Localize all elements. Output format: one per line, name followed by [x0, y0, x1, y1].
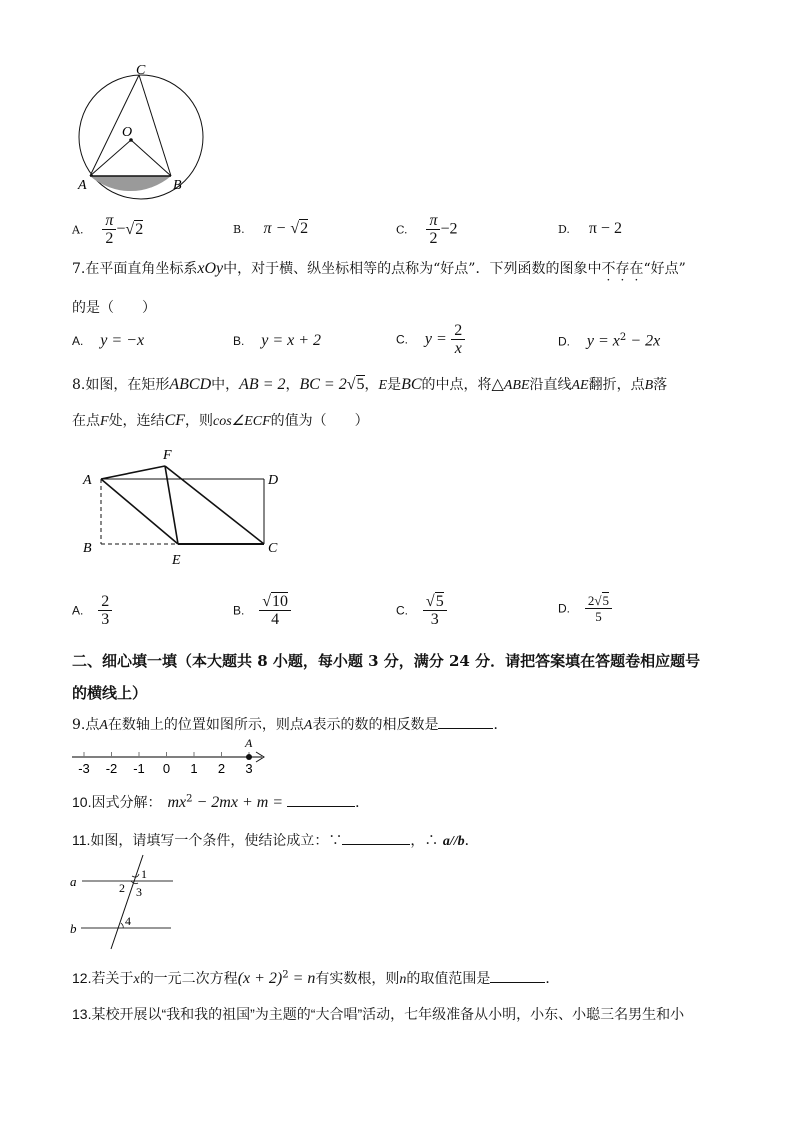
label-a: A [78, 178, 87, 193]
expression: π − [263, 220, 291, 237]
denominator: 3 [101, 611, 110, 628]
superscript: 2 [282, 969, 289, 981]
radicand: 5 [435, 593, 444, 610]
math-var: xOy [197, 260, 224, 277]
math-var: ABE [503, 378, 530, 393]
text: 在数轴上的位置如图所示，则点 [107, 717, 304, 733]
operator: − [116, 220, 126, 238]
expression: y = x [586, 332, 620, 350]
option-label: A. [72, 603, 84, 618]
math-var: B [644, 378, 654, 393]
circle-figure [60, 58, 210, 203]
sqrt: √2 [290, 220, 309, 237]
option-label: C. [396, 603, 408, 618]
answer-blank[interactable] [342, 830, 410, 845]
segment-af [101, 466, 165, 479]
denominator: 4 [271, 611, 280, 628]
text: 的值为（ ） [270, 413, 369, 429]
option-label: D. [558, 601, 570, 616]
sqrt: √5 [594, 593, 610, 608]
math-expr: mx [167, 794, 187, 811]
text: 8.如图，在矩形 [72, 377, 170, 393]
transversal [111, 855, 143, 949]
text: 中， [211, 377, 240, 393]
text: 9.点 [72, 717, 100, 733]
text: ． [464, 833, 479, 849]
number-line [70, 735, 270, 777]
tick-label: -1 [133, 761, 145, 776]
expression: − 2x [626, 332, 661, 350]
text: 翻折，点 [588, 377, 645, 393]
segment-fe [165, 466, 178, 544]
text: ． [355, 795, 370, 811]
superscript: 2 [619, 332, 627, 343]
conclusion: a//b [442, 834, 465, 849]
text: 的是（ ） [72, 300, 156, 316]
point-a-label: A [245, 736, 253, 750]
math-expr: = n [288, 970, 316, 987]
tick-group [78, 752, 252, 776]
rectangle-figure [75, 444, 290, 570]
numerator: π [426, 212, 440, 230]
numerator: π [102, 212, 116, 230]
shaded-segment [90, 176, 171, 191]
fraction [98, 593, 112, 628]
math-var: A [303, 718, 313, 733]
math-expr: AB = 2 [239, 376, 286, 393]
text: ， [285, 377, 300, 393]
text: “好点” [643, 261, 686, 277]
text: ． [545, 971, 560, 987]
text: 是 [387, 377, 402, 393]
text: ，则 [185, 413, 214, 429]
label-d: D [268, 473, 279, 488]
tick-label: 1 [190, 761, 198, 776]
label-b: B [173, 178, 182, 193]
q8-option-c[interactable] [396, 593, 447, 628]
radicand: 2 [135, 220, 144, 238]
fraction [259, 593, 291, 628]
tick-label: -2 [105, 761, 118, 776]
expression: π − 2 [588, 220, 622, 237]
text: 处，连结 [108, 413, 165, 429]
point-a [246, 754, 252, 760]
text: 落 [653, 377, 668, 393]
answer-blank[interactable] [438, 714, 493, 729]
text: 有实数根，则 [315, 971, 400, 987]
text: ， [364, 377, 379, 393]
text: 沿直线 [529, 377, 572, 393]
denominator: 2 [429, 230, 438, 247]
q8-option-b[interactable] [233, 593, 291, 628]
option-label: A. [72, 223, 84, 237]
q6-option-b[interactable] [233, 220, 308, 238]
math-expr: (x + 2) [237, 970, 283, 987]
q6-option-a[interactable] [72, 212, 143, 247]
text: 11.如图，请填写一个条件，使结论成立：∵ [72, 832, 343, 848]
q8-stem-line2 [72, 410, 369, 430]
math-var: CF [164, 412, 186, 429]
section-heading-line1: 二、细心填一填（本大题共 8 小题，每小题 3 分，满分 24 分．请把答案填在答题卷相应题号 [72, 652, 701, 670]
q10-stem [72, 792, 369, 812]
q6-option-c[interactable] [396, 212, 457, 247]
label-b: b [70, 921, 77, 936]
sqrt: √5 [346, 376, 365, 393]
fraction [426, 212, 440, 247]
q9-stem [72, 714, 507, 734]
q12-stem [72, 968, 559, 988]
q7-option-a[interactable] [72, 332, 144, 350]
text: 中，对于横、纵坐标相等的点称为“好点”．下列函数的图象中 [223, 261, 602, 277]
label-a: A [83, 473, 92, 488]
segment-ao [90, 140, 131, 176]
math-expr: − 2mx + m = [192, 794, 284, 811]
option-label: C. [396, 223, 408, 237]
coefficient: 2 [587, 593, 595, 608]
label-f: F [163, 448, 172, 463]
text: 10.因式分解： [72, 794, 162, 810]
q11-stem [72, 830, 479, 850]
denominator: 5 [595, 609, 602, 624]
option-label: B. [233, 603, 245, 618]
math-var: n [399, 972, 407, 987]
option-label: D. [558, 334, 570, 349]
expression: y = x + 2 [261, 332, 322, 349]
radicand: 10 [272, 593, 289, 610]
option-label: D. [558, 223, 570, 236]
fraction [451, 322, 465, 357]
text: ． [493, 717, 508, 733]
text: 12.若关于 [72, 970, 134, 986]
math-var: F [100, 414, 109, 429]
q8-stem-line1 [72, 374, 667, 394]
expression: y = −x [100, 332, 145, 349]
math-var: x [133, 972, 140, 987]
tick-label: 0 [162, 761, 171, 776]
label-a: a [70, 874, 77, 889]
numerator: 2 [451, 322, 465, 340]
answer-blank[interactable] [490, 968, 545, 983]
math-var: ABCD [169, 376, 212, 393]
tick-label: -3 [78, 761, 90, 776]
radicand: 5 [356, 376, 365, 393]
segment-bc [139, 75, 171, 176]
sqrt: √5 [425, 593, 444, 610]
radicand: 5 [602, 593, 610, 608]
math-var: A [99, 718, 108, 733]
text: 在点 [72, 413, 100, 429]
text: 表示的数的相反数是 [312, 717, 439, 733]
fraction [102, 212, 116, 247]
fraction [585, 593, 612, 624]
radicand: 2 [300, 220, 309, 237]
math-expr: BC = 2 [299, 376, 347, 393]
option-label: B. [233, 334, 245, 348]
label-3: 3 [136, 885, 142, 899]
expression: y = [424, 330, 447, 348]
math-var: E [378, 378, 388, 393]
q13-stem [72, 1004, 684, 1024]
label-c: C [268, 541, 278, 556]
q8-option-d[interactable] [558, 593, 612, 624]
text: 的取值范围是 [406, 971, 491, 987]
label-o: O [122, 125, 133, 140]
q7-stem-line1 [72, 258, 686, 278]
numerator: 2 [98, 593, 112, 611]
label-c: C [136, 63, 146, 78]
denominator: 2 [105, 230, 114, 247]
label-2: 2 [119, 881, 125, 895]
q7-option-d[interactable] [558, 332, 660, 351]
text: 7.在平面直角坐标系 [72, 261, 198, 277]
text: 的中点，将 [421, 377, 492, 393]
math-var: BC [401, 376, 422, 393]
tick-label: 3 [245, 761, 253, 776]
denominator: x [454, 340, 462, 357]
sqrt: √10 [262, 593, 289, 610]
label-e: E [172, 553, 181, 568]
parallel-lines-figure [65, 852, 195, 957]
q7-option-c[interactable] [396, 322, 465, 357]
section-heading-line2: 的横线上） [72, 684, 148, 702]
segment-ae [101, 479, 178, 544]
q7-stem-line2 [72, 297, 156, 317]
emphasized-char: 在 [629, 261, 644, 277]
label-b: B [83, 541, 92, 556]
emphasized-char: 不 [601, 261, 616, 277]
emphasized-char: 存 [615, 261, 630, 277]
segment-fc [165, 466, 264, 544]
q6-option-d[interactable] [558, 220, 622, 238]
label-1: 1 [141, 867, 147, 881]
text: ，∴ [410, 833, 443, 849]
option-label: A. [72, 334, 84, 348]
q8-option-a[interactable] [72, 593, 112, 628]
sqrt: √2 [125, 220, 144, 238]
label-4: 4 [125, 914, 131, 928]
option-label: B. [233, 223, 245, 236]
math-var: AE [571, 378, 589, 393]
answer-blank[interactable] [287, 792, 355, 807]
fraction [423, 593, 447, 628]
option-label: C. [396, 332, 408, 347]
q7-option-b[interactable] [233, 332, 321, 350]
tick-label: 2 [217, 761, 226, 776]
text: 的一元二次方程 [139, 971, 238, 987]
expression: −2 [440, 220, 458, 238]
math-expr: cos∠ECF [213, 414, 271, 429]
superscript: 2 [186, 793, 193, 805]
text: 13.某校开展以“我和我的祖国”为主题的“大合唱”活动，七年级准备从小明，小东、小聪三名男生和小 [72, 1006, 685, 1022]
triangle-symbol: △ [491, 376, 504, 393]
denominator: 3 [430, 611, 439, 628]
